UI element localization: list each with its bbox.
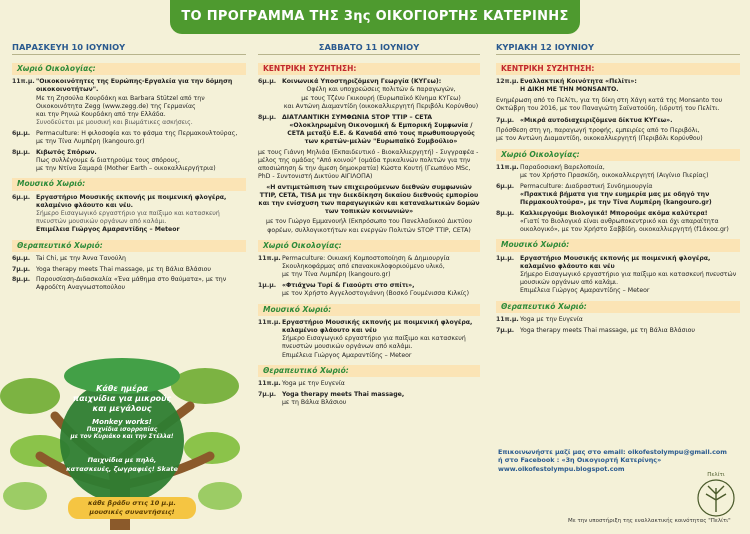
event-item — [12, 276, 246, 292]
section-heading: ΚΕΝΤΡΙΚΗ ΣΥΖΗΤΗΣΗ: — [258, 63, 480, 75]
event-time: 11π.μ. — [496, 163, 519, 171]
event-desc: με την Τίνα Λυμπέρη (kangouro.gr) — [282, 271, 391, 279]
section-heading: Θεραπευτικό Χωριό: — [12, 240, 246, 252]
event-time: 7μ.μ. — [496, 116, 515, 124]
logo-text: Πελίτι — [707, 472, 725, 478]
event-item — [258, 380, 480, 388]
event-item — [12, 149, 246, 174]
event-desc: με την Ντίνα Σαμαρά (Mother Earth – οικοκαλλιεργήτρια) — [36, 165, 216, 173]
event-desc: Yoga therapy meets Thai massage, με τη Βάλια Βλάσιου — [520, 326, 695, 334]
event-title: "Οικοκοινότητες της Ευρώπης-Εργαλεία για την δόμηση οικοκοινοτήτων". — [36, 78, 233, 94]
section-heading: Θεραπευτικό Χωριό: — [496, 301, 740, 313]
event-time: 11π.μ. — [258, 380, 281, 387]
event-item — [258, 78, 480, 111]
event-desc: με τον Γιώργο Εμμανουήλ (Εκπρόσωπο του Πανελλαδικού Δικτύου φορέων, συλλογικοτήτων και ενεργών Πολιτών STOP TTIP, CETA) — [266, 218, 472, 234]
event-desc: «Γιατί το Βιολογικό είναι ανθρωποκεντρικό και όχι απαραίτητα οικολογικό», με τον Χρήστο Σαββίδη, οικοκαλλιεργητή (f1άκοα.gr) — [520, 218, 729, 234]
event-title: Κοινωνικά Υποστηριζόμενη Γεωργία (ΚΥΓεω): — [282, 78, 442, 86]
event-desc: Επιμέλεια Γιώργος Αμαραντίδης – Meteor — [36, 226, 180, 234]
event-desc: και την Ρηνιώ Κουρδάκη από την Ελλάδα. — [36, 111, 166, 119]
event-desc: Permaculture: Η φιλοσοφία και το φάσμα της Περμακουλτούρας, με την Τίνα Λυμπέρη (kangouro.gr) — [36, 129, 238, 146]
section-heading: Μουσικό Χωριό: — [12, 178, 246, 190]
section-heading: Μουσικό Χωριό: — [496, 239, 740, 251]
contact-email[interactable]: Επικοινωνήστε μαζί μας στο email: oikofestolympu@gmail.com — [498, 448, 727, 456]
event-desc: Πως συλλέγουμε & διατηρούμε τους σπόρους, — [36, 157, 180, 165]
section-heading: ΚΕΝΤΡΙΚΗ ΣΥΖΗΤΗΣΗ: — [496, 63, 740, 75]
event-desc: Yoga με την Ευγενία — [282, 380, 345, 387]
event-time: 1μ.μ. — [496, 254, 515, 262]
section-heading: Χωριό Οικολογίας: — [12, 63, 246, 75]
section-heading: Θεραπευτικό Χωριό: — [258, 365, 480, 377]
event-time: 8μ.μ. — [496, 209, 515, 217]
tree-line: παιχνίδια για μικρούς — [72, 394, 172, 403]
event-desc: Παρουσίαση-Διδασκαλία «Ένα μάθημα στο θαύματα», με την Αφροδίτη Αναγνωστοπούλου — [36, 276, 227, 292]
event-item — [496, 183, 740, 208]
event-time: 11π.μ. — [258, 255, 281, 263]
event-item — [12, 266, 246, 274]
event-desc: με τον Αντώνη Διαμαντίδη, οικοκαλλιεργητή (Περιβόλι Κορύνθου) — [496, 135, 703, 143]
event-desc: Με τη Ζησούλα Κουρδάκη και Barbara Stützel από την Οικοκοινότητα Zegg (www.zegg.de) της Γερμανίας — [36, 94, 205, 110]
event-time: 1μ.μ. — [258, 282, 277, 290]
event-item — [258, 282, 480, 298]
peliti-logo-icon — [694, 472, 738, 524]
event-title: Εναλλακτική Κοινότητα «Πελίτι»: — [520, 78, 637, 86]
event-desc: με τη Βάλια Βλάσιου — [282, 398, 347, 406]
event-title: Εργαστήριο Μουσικής εκπονής με ποιμενική φλογέρα, καλαμένιο φλάουτο και νέυ — [520, 254, 711, 270]
event-time: 8μ.μ. — [12, 276, 31, 284]
day-heading: ΠΑΡΑΣΚΕΥΗ 10 ΙΟΥΝΙΟΥ — [12, 40, 246, 55]
event-desc: με τους Γιάννη Μηλιάα (Εκπαιδευτικό - Βιοκαλλιεργητή) - Συγγραφέα - μέλος της ομάδας "Από κοινού" (ομάδα τρικαλινών πολιτών για την αποσιώπηση & την άμεση δημοκρατία) Κώστα Κουτή (Γεωπόνο MSc, PhD - Συντονιστή Δικτύου ΑΙΓΙΛΟΠΑ) — [258, 148, 479, 181]
event-desc: Ενημέρωση από το Πελίτι, για τη δίκη στη Χάγη κατά της Monsanto του Οκτώβρη του 2016, με τον Παναγιώτη Σαϊνατούδη, (ιδρυτή του Πελίτι. — [496, 97, 723, 113]
event-desc: με τον Χρήστο Πρασκίδη, οικοκαλλιεργητή (Αιγίνιο Πιερίας) — [520, 172, 709, 180]
tree-line: Monkey works! — [92, 418, 152, 426]
event-time: 7μ.μ. — [258, 390, 277, 398]
event-item — [12, 78, 246, 127]
event-desc: Πρόσθεση στη γη, παραγωγή τροφής, εμπειρίες από το Περιβόλι, — [496, 127, 700, 135]
event-title: Η ΔΙΚΗ ΜΕ ΤΗΝ MONSANTO. — [520, 86, 619, 94]
event-item — [496, 78, 740, 94]
event-desc: με τους Τζένυ Γκικουρή (Ευρωπαϊκό Κίνημα ΚΥΓεω) — [301, 94, 461, 102]
event-desc: «Η αντιμετώπιση των επιχειρούμενων διεθνών συμφωνιών TTIP, CETA, TISA με την διεκδίκηση δικαίου διεθνούς εμπορίου και την ενίσχυση των παραγωγικών και καταναλωτικών δομών των τοπικών κοινωνιών» — [258, 183, 480, 216]
event-desc: Yoga therapy meets Thai massage, με τη Βάλια Βλάσιου — [36, 265, 211, 273]
event-time: 7μ.μ. — [496, 326, 515, 334]
event-desc: Permaculture: Οικιακή Κομποστοποίηση & Δημιουργία Σκουληκοφάρμας από επανακυκλοφοριούμενο υλικό, — [282, 255, 450, 271]
event-time: 6μ.μ. — [258, 78, 277, 86]
event-title: Εργαστήριο Μουσικής εκπονής με ποιμενική φλογέρα, καλαμένιο φλάουτο και νέυ. — [36, 193, 227, 209]
event-item — [258, 255, 480, 280]
contact-block — [498, 448, 738, 473]
section-heading: Χωριό Οικολογίας: — [258, 240, 480, 252]
tree-line: Κάθε ημέρα — [96, 384, 148, 393]
column-saturday — [258, 40, 480, 410]
evening-line: κάθε βράδυ στις 10 μ.μ. — [88, 499, 176, 507]
column-friday — [12, 40, 246, 295]
event-desc: και Αντώνη Διαμαντίδη (οικοκαλλιεργητή Περιβόλι Κορύνθου) — [283, 102, 479, 110]
event-title: Yoga therapy meets Thai massage, — [282, 390, 405, 398]
event-item — [496, 255, 740, 296]
event-desc: «Ολοκληρωμένη Οικονομική & Εμπορική Συμφωνία / CETA μεταξύ Ε.Ε. & Καναδά από τους πρωθυπουργούς των κρατών-μελών "Ευρωπαϊκό Συμβούλιο» — [287, 121, 475, 146]
event-title: Κιβωτός Σπόρων. — [36, 148, 97, 156]
evening-badge — [68, 497, 196, 519]
day-heading: ΣΑΒΒΑΤΟ 11 ΙΟΥΝΙΟΥ — [258, 40, 480, 55]
page-title: ΤΟ ΠΡΟΓΡΑΜΜΑ ΤΗΣ 3ης ΟΙΚΟΓΙΟΡΤΗΣ ΚΑΤΕΡΙΝΗΣ — [170, 0, 580, 34]
event-time: 11π.μ. — [258, 318, 281, 326]
event-desc: Yoga με την Ευγενία — [520, 315, 583, 323]
event-item — [258, 319, 480, 360]
event-item — [258, 391, 480, 407]
contact-facebook[interactable]: ή στο Facebook : «3η Οικογιορτή Κατερίνης» — [498, 456, 662, 465]
day-heading: ΚΥΡΙΑΚΗ 12 ΙΟΥΝΙΟΥ — [496, 40, 740, 55]
event-desc: Οφέλη και υποχρεώσεις πολιτών & παραγωγών, — [306, 86, 456, 94]
peliti-logo — [694, 472, 738, 524]
tree-line: και μεγάλους — [92, 404, 152, 413]
event-item — [12, 194, 246, 235]
event-desc: Σήμερο Εισαγωγικό εργαστήριο για παίξιμο και κατασκευή πνευστών μουσικών οργάνων από καλάμι. — [36, 210, 220, 226]
event-item — [496, 210, 740, 235]
event-time: 12π.μ. — [496, 78, 519, 86]
event-desc: Συνοδεύεται με μουσική και βιωμάτικες ασκήσεις. — [36, 119, 193, 127]
tree-line: Παιχνίδια με πηλό, κατασκευές, ζωγραφιές! Skate — [66, 456, 178, 473]
event-title: Καλλιεργούμε Βιολογικά! Μπορούμε ακόμα καλύτερα! — [520, 209, 708, 217]
event-time: 7μ.μ. — [12, 265, 31, 273]
event-title: «Πρακτικά βήματα για την ευημερία μας με οδηγό την Περμακουλτούρα», με την Τίνα Λυμπέρη (kangouro.gr) — [520, 190, 712, 207]
event-item — [12, 255, 246, 263]
event-item — [496, 164, 740, 180]
event-desc: Επιμέλεια Γιώργος Αμαραντίδης – Meteor — [282, 351, 412, 359]
event-title: «Μικρά αυτοδιαχειριζόμενα δίκτυα ΚΥΓεω». — [520, 116, 673, 124]
event-time: 11π.μ. — [496, 315, 519, 323]
event-desc: με τον Χρήστο Αγγελοστογιάννη (Βοσκό Γουμένισσα Κιλκίς) — [282, 290, 469, 298]
section-heading: Χωριό Οικολογίας: — [496, 149, 740, 161]
event-time: 8μ.μ. — [258, 113, 277, 121]
tree-line: Παιχνίδια ισορροπίας — [86, 427, 158, 433]
event-time: 6μ.μ. — [12, 193, 31, 201]
event-title: ΔΙΑΤΛΑΝΤΙΚΗ ΣΥΜΦΩΝΙΑ STOP TTIP – CETA — [282, 113, 433, 121]
tree-line: με τον Κυριάκο και την Στέλλα! — [70, 434, 174, 440]
contact-website[interactable]: www.oikofestolympu.blogspot.com — [498, 464, 625, 473]
column-sunday — [496, 40, 740, 337]
event-item — [496, 117, 740, 125]
event-item — [496, 327, 740, 335]
event-title: Εργαστήριο Μουσικής εκπονής με ποιμενική φλογέρα, καλαμένιο φλάουτο και νέυ — [282, 318, 473, 334]
event-time: 8μ.μ. — [12, 148, 31, 156]
section-heading: Μουσικό Χωριό: — [258, 304, 480, 316]
event-desc: Επιμέλεια Γιώργος Αμαραντίδης – Meteor — [520, 287, 650, 295]
event-desc: Παραδοσιακή Βαρελοποιία, — [520, 163, 605, 171]
evening-line: μουσικές συναντήσεις! — [89, 508, 175, 516]
event-item — [12, 130, 246, 146]
event-item — [258, 114, 480, 147]
event-time: 6μ.μ. — [496, 182, 515, 190]
event-time: 6μ.μ. — [12, 129, 31, 137]
event-item — [496, 316, 740, 324]
support-note: Με την υποστήριξη της εναλλακτικής κοινότητας "Πελίτι" — [568, 518, 731, 524]
event-desc: Permaculture: Διαδραστική Συνδημιουργία — [520, 182, 653, 190]
event-title: «Φτιάχνω Τυρί & Γιαούρτι στο σπίτι», — [282, 282, 415, 290]
event-desc: Σήμερο Εισαγωγικό εργαστήριο για παίξιμο και κατασκευή πνευστών μουσικών οργάνων από καλάμι. — [282, 335, 466, 351]
event-desc: Σήμερο Εισαγωγικό εργαστήριο για παίξιμο και κατασκευή πνευστών μουσικών οργάνων από καλάμι. — [520, 271, 737, 287]
event-time: 6μ.μ. — [12, 254, 31, 262]
event-time: 11π.μ. — [12, 78, 35, 86]
event-desc: Tai Chi, με την Άννα Τανούλη — [36, 254, 126, 262]
